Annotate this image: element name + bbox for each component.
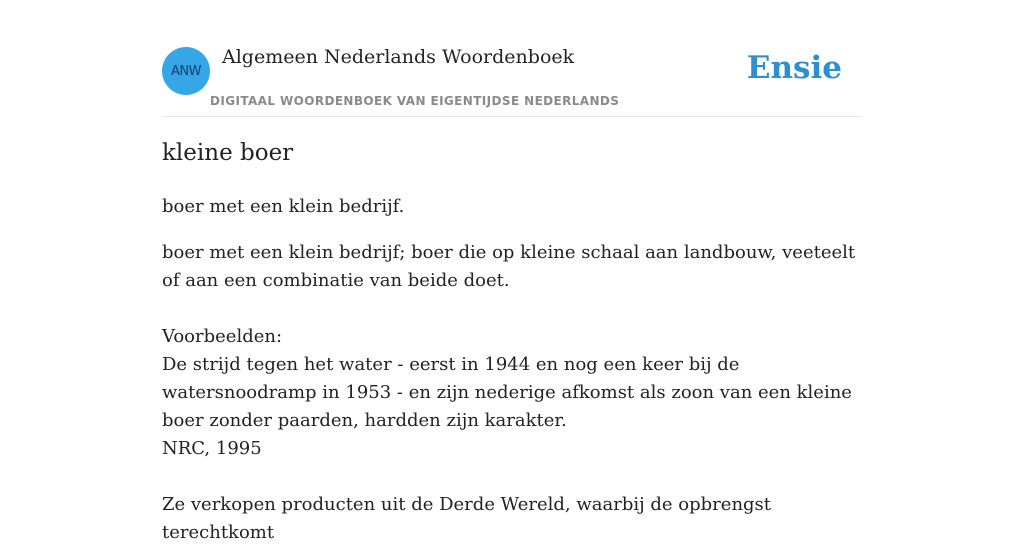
examples-label: Voorbeelden: — [162, 326, 283, 347]
long-definition-section — [162, 239, 862, 547]
example-text: Ze verkopen producten uit de Derde Wereld, waarbij de opbrengst terechtkomt — [162, 494, 772, 543]
logo-text: ANW — [171, 63, 201, 79]
example-text: De strijd tegen het water - eerst in 1944 en nog een keer bij de watersnoodramp in 1953 - en zijn nederige afkomst als zoon van een kleine boer zonder paarden, hardden zijn karakter. — [162, 354, 852, 431]
site-subtitle: DIGITAAL WOORDENBOEK VAN EIGENTIJDSE NEDERLANDS — [210, 94, 620, 108]
page — [162, 0, 862, 543]
ensie-brand-link[interactable]: Ensie — [746, 50, 842, 86]
long-definition: boer met een klein bedrijf; boer die op kleine schaal aan landbouw, veeteelt of aan een combinatie van beide doet. — [162, 242, 856, 291]
short-definition: boer met een klein bedrijf. — [162, 196, 405, 217]
entry-term: kleine boer — [162, 140, 294, 166]
anw-logo[interactable] — [162, 47, 210, 95]
example-source: NRC, 1995 — [162, 438, 262, 459]
site-header — [162, 0, 862, 117]
site-title[interactable]: Algemeen Nederlands Woordenboek — [222, 46, 575, 68]
